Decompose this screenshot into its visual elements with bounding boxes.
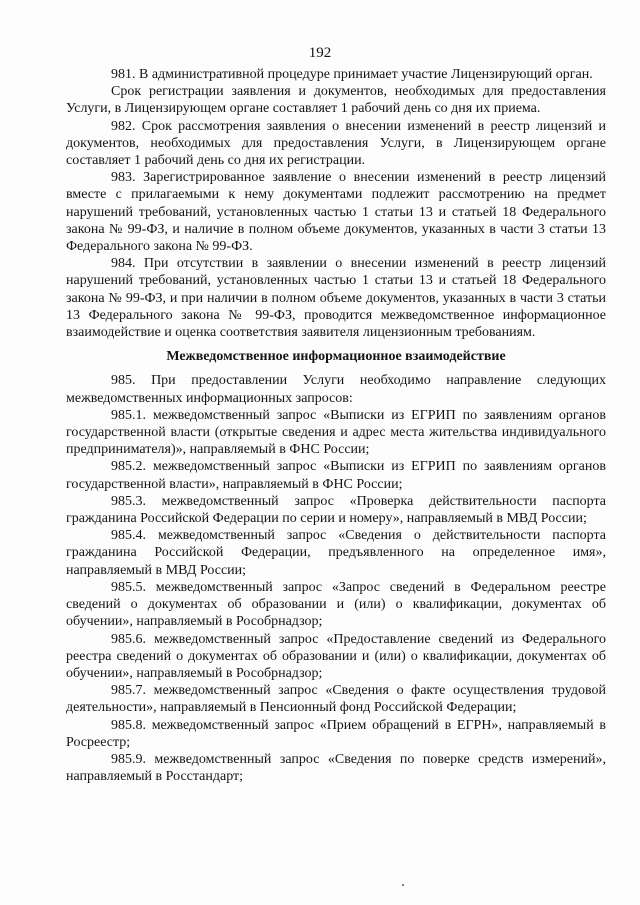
paragraph-985-4: 985.4. межведомственный запрос «Сведения о действительности паспорта гражданина Российской Федерации, предъявленного на определенное имя», направляемый в МВД России; <box>66 528 606 578</box>
scan-speck <box>402 884 404 886</box>
paragraph-985-2: 985.2. межведомственный запрос «Выписки из ЕГРИП по заявлениям органов государственной власти», направляемый в ФНС России; <box>66 459 606 492</box>
paragraph-983: 983. Зарегистрированное заявление о внесении изменений в реестр лицензий вместе с прилагаемыми к нему документами подлежит рассмотрению на предмет нарушений требований, установленных частью 1 статьи 13 и статьей 18 Федерального закона № 99-ФЗ, и наличие в полном объеме документов, указанных в части 3 статьи 13 Федерального закона № 99-ФЗ. <box>66 170 606 255</box>
page-number: 192 <box>308 45 332 61</box>
paragraph-985-9: 985.9. межведомственный запрос «Сведения по поверке средств измерений», направляемый в Росстандарт; <box>66 751 606 785</box>
paragraph-984: 984. При отсутствии в заявлении о внесении изменений в реестр лицензий нарушений требований, установленных частью 1 статьи 13 и статьей 18 Федерального закона № 99-ФЗ, и при наличии в полном объеме документов, указанных в части 3 статьи 13 Федерального закона № 99-ФЗ, проводится межведомственное информационное взаимодействие и оценка соответствия заявителя лицензионным требованиям. <box>66 256 606 341</box>
paragraph-985-7: 985.7. межведомственный запрос «Сведения о факте осуществления трудовой деятельности», направляемый в Пенсионный фонд Российской Федерации; <box>66 683 606 716</box>
paragraph-985-8: 985.8. межведомственный запрос «Прием обращений в ЕГРН», направляемый в Росреестр; <box>66 717 606 750</box>
paragraph-985: 985. При предоставлении Услуги необходимо направление следующих межведомственных информационных запросов: <box>66 373 606 406</box>
paragraph-985-1: 985.1. межведомственный запрос «Выписки из ЕГРИП по заявлениям органов государственной власти (открытые сведения и адрес места жительства индивидуального предпринимателя)», направляемый в ФНС России; <box>66 407 606 458</box>
paragraph-982: 982. Срок рассмотрения заявления о внесении изменений в реестр лицензий и документов, необходимых для предоставления Услуги, в Лицензирующем органе составляет 1 рабочий день со дня их регистрации. <box>66 118 606 169</box>
document-body <box>66 66 606 785</box>
paragraph-985-6: 985.6. межведомственный запрос «Предоставление сведений из Федерального реестра сведений о документах об образовании и (или) о квалификации, документах об обучении», направляемый в Рособрнадзор; <box>66 631 606 681</box>
section-heading: Межведомственное информационное взаимодействие <box>166 349 506 365</box>
paragraph-981: 981. В административной процедуре принимает участие Лицензирующий орган. <box>111 67 593 82</box>
paragraph-985-5: 985.5. межведомственный запрос «Запрос сведений в Федеральном реестре сведений о документах об образовании и (или) о квалификации, документах об обучении», направляемый в Рособрнадзор; <box>66 579 606 630</box>
paragraph-registration-term: Срок регистрации заявления и документов, необходимых для предоставления Услуги, в Лицензирующем органе составляет 1 рабочий день со дня их приема. <box>66 84 606 117</box>
paragraph-985-3: 985.3. межведомственный запрос «Проверка действительности паспорта гражданина Российской Федерации по серии и номеру», направляемый в МВД России; <box>66 493 606 527</box>
